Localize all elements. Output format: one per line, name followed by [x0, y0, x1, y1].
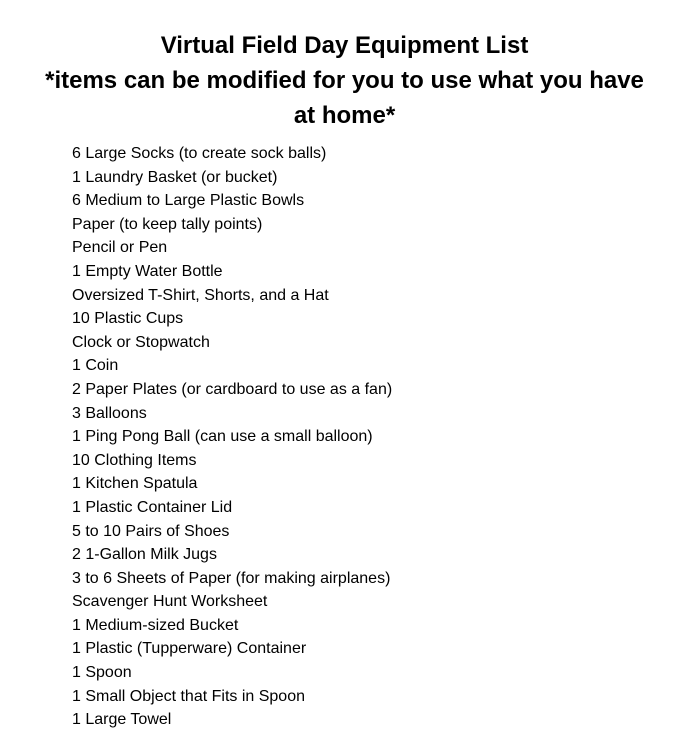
list-item: 6 Large Socks (to create sock balls) — [72, 145, 327, 162]
list-item: 1 Small Object that Fits in Spoon — [72, 687, 305, 705]
list-item: Oversized T-Shirt, Shorts, and a Hat — [72, 286, 329, 304]
title-line-3: at home* — [293, 102, 396, 129]
list-item: 10 Clothing Items — [72, 451, 197, 469]
list-item: 1 Large Towel — [72, 711, 172, 729]
list-item: 1 Medium-sized Bucket — [72, 616, 239, 634]
list-item: Pencil or Pen — [72, 239, 168, 257]
document-title — [0, 28, 689, 133]
equipment-list — [72, 142, 392, 732]
list-item: Clock or Stopwatch — [72, 333, 210, 351]
list-item: 6 Medium to Large Plastic Bowls — [72, 192, 305, 210]
list-item: 5 to 10 Pairs of Shoes — [72, 522, 230, 540]
list-item: 1 Plastic (Tupperware) Container — [72, 640, 307, 658]
list-item: 3 to 6 Sheets of Paper (for making airplanes) — [72, 569, 391, 587]
list-item: 1 Kitchen Spatula — [72, 475, 198, 493]
title-line-2: *items can be modified for you to use what you have — [45, 67, 644, 94]
list-item: Scavenger Hunt Worksheet — [72, 593, 268, 611]
list-item: 3 Balloons — [72, 404, 147, 422]
list-item: 1 Spoon — [72, 664, 132, 682]
list-item: 1 Coin — [72, 357, 119, 375]
list-item: Paper (to keep tally points) — [72, 215, 263, 233]
list-item: 2 1-Gallon Milk Jugs — [72, 546, 217, 564]
list-item: 1 Empty Water Bottle — [72, 262, 223, 280]
list-item: 10 Plastic Cups — [72, 310, 184, 328]
list-item: 1 Laundry Basket (or bucket) — [72, 168, 278, 186]
list-item: 1 Ping Pong Ball (can use a small balloon) — [72, 428, 373, 446]
list-item: 2 Paper Plates (or cardboard to use as a fan) — [72, 380, 393, 398]
title-line-1: Virtual Field Day Equipment List — [160, 32, 529, 59]
list-item: 1 Plastic Container Lid — [72, 498, 233, 516]
